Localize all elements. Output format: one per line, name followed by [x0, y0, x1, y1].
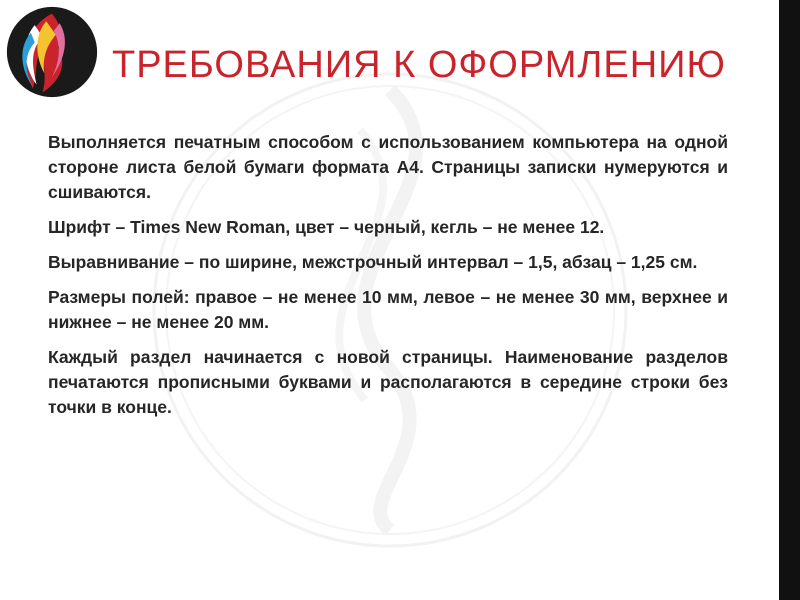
paragraph-font: Шрифт – Times New Roman, цвет – черный, кегль – не менее 12. — [48, 217, 605, 237]
paragraph-margins: Размеры полей: правое – не менее 10 мм, левое – не менее 30 мм, верхнее и нижнее – не менее 20 мм. — [48, 287, 728, 332]
slide-title: ТРЕБОВАНИЯ К ОФОРМЛЕНИЮ — [112, 44, 726, 86]
flame-logo-icon — [4, 4, 100, 100]
content-body — [48, 130, 728, 430]
paragraph-printing-method: Выполняется печатным способом с использованием компьютера на одной стороне листа белой бумаги формата А4. Страницы записки нумеруются и сшиваются. — [48, 132, 728, 202]
paragraph-sections: Каждый раздел начинается с новой страницы. Наименование разделов печатаются прописными буквами и располагаются в середине строки без точки в конце. — [48, 347, 728, 417]
paragraph-alignment: Выравнивание – по ширине, межстрочный интервал – 1,5, абзац – 1,25 см. — [48, 252, 698, 272]
right-accent-bar — [779, 0, 800, 600]
